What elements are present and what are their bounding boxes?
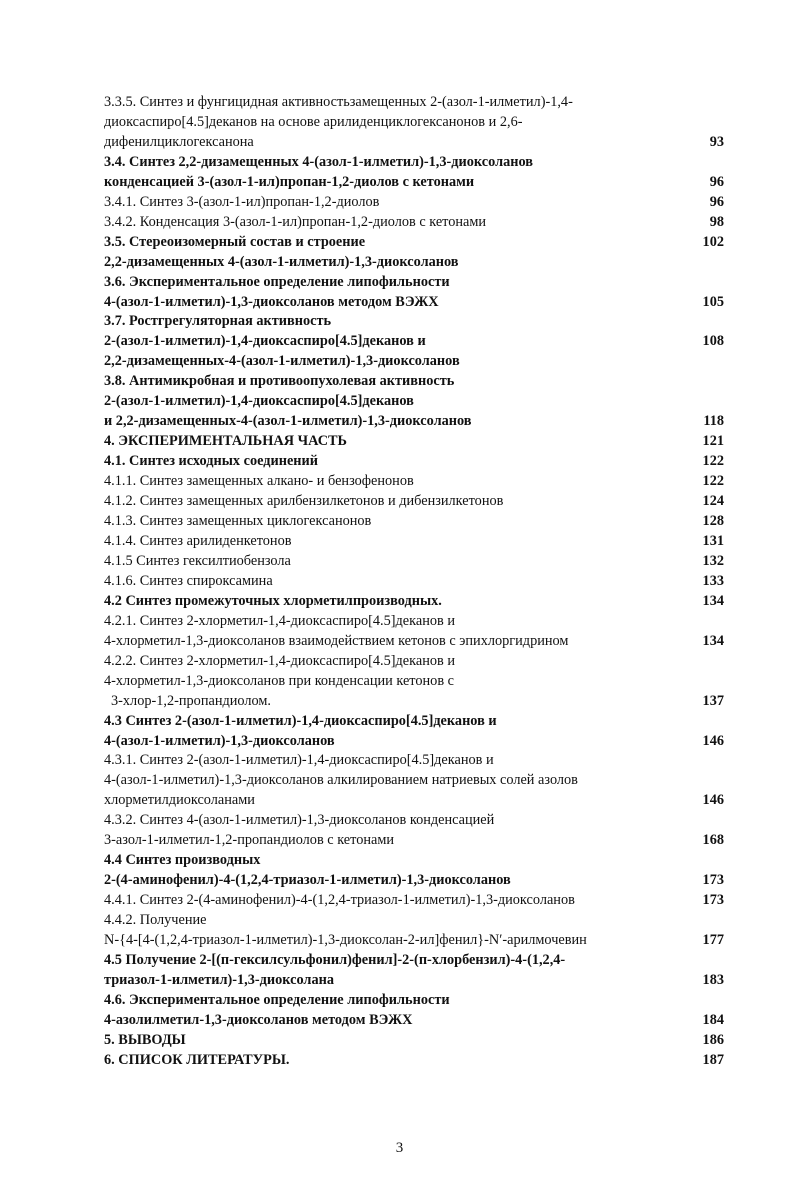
toc-entry — [104, 472, 724, 492]
toc-entry-line: 2,2-дизамещенных-4-(азол-1-илметил)-1,3-диоксоланов — [104, 353, 460, 370]
toc-entry-page: 122 — [702, 473, 724, 490]
toc-entry-page: 105 — [702, 293, 724, 310]
toc-entry-title — [104, 372, 668, 432]
toc-entry-line: 4.2.1. Синтез 2-хлорметил-1,4-диоксаспиро[4.5]деканов и — [104, 612, 455, 629]
toc-entry — [104, 193, 724, 213]
toc-entry-page: 98 — [709, 213, 724, 230]
toc-entry-title — [104, 452, 668, 472]
toc-entry — [104, 452, 724, 472]
toc-entry-page: 102 — [702, 233, 724, 250]
toc-entry-page: 173 — [702, 872, 724, 889]
toc-entry-title — [104, 612, 668, 652]
toc-entry — [104, 851, 724, 891]
toc-entry-page: 183 — [702, 971, 724, 988]
toc-entry-title — [104, 233, 668, 253]
toc-entry — [104, 911, 724, 951]
toc-entry — [104, 951, 724, 991]
toc-entry-line: 4.3 Синтез 2-(азол-1-илметил)-1,4-диоксаспиро[4.5]деканов и — [104, 712, 497, 729]
toc-entry-page: 184 — [702, 1011, 724, 1028]
toc-entry — [104, 1051, 724, 1071]
toc-entry-page: 131 — [702, 532, 724, 549]
toc-entry-line: 4.4.1. Синтез 2-(4-аминофенил)-4-(1,2,4-триазол-1-илметил)-1,3-диоксоланов — [104, 892, 575, 909]
toc-entry-title — [104, 512, 668, 532]
toc-entry-title — [104, 911, 668, 951]
toc-entry-title — [104, 312, 668, 352]
toc-entry-line: 3-хлор-1,2-пропандиолом. — [111, 692, 271, 709]
toc-entry-line: и 2,2-дизамещенных-4-(азол-1-илметил)-1,3-диоксоланов — [104, 413, 472, 430]
toc-entry — [104, 1031, 724, 1051]
toc-entry-title — [104, 552, 668, 572]
toc-entry-title — [104, 891, 668, 911]
toc-entry-line: 3.4.1. Синтез 3-(азол-1-ил)пропан-1,2-диолов — [104, 193, 380, 210]
toc-entry — [104, 512, 724, 532]
toc-entry-line: 3.4.2. Конденсация 3-(азол-1-ил)пропан-1,2-диолов с кетонами — [104, 213, 487, 230]
toc-entry-line: 4.1.1. Синтез замещенных алкано- и бензофенонов — [104, 473, 414, 490]
toc-entry — [104, 253, 724, 273]
toc-entry — [104, 273, 724, 313]
toc-entry — [104, 552, 724, 572]
toc-entry — [104, 532, 724, 552]
toc-entry-line: диоксаспиро[4.5]деканов на основе арилиденциклогексанонов и 2,6- — [104, 113, 523, 130]
toc-entry-title — [104, 652, 668, 712]
toc-entry-title — [104, 492, 668, 512]
toc-entry — [104, 811, 724, 851]
toc-entry-line: 4-хлорметил-1,3-диоксоланов при конденсации кетонов с — [104, 672, 454, 689]
toc-entry-line: триазол-1-илметил)-1,3-диоксолана — [104, 971, 334, 988]
toc-entry-line: 4.3.1. Синтез 2-(азол-1-илметил)-1,4-диоксаспиро[4.5]деканов и — [104, 752, 494, 769]
toc-entry-line: 4.1.4. Синтез арилиденкетонов — [104, 532, 292, 549]
toc-entry-line: дифенилциклогексанона — [104, 133, 254, 150]
toc-entry-title — [104, 951, 668, 991]
toc-entry-line: 4.4.2. Получение — [104, 912, 207, 929]
toc-entry — [104, 312, 724, 352]
toc-entry-title — [104, 851, 668, 891]
toc-entry-page: 108 — [702, 333, 724, 350]
toc-entry — [104, 93, 724, 153]
toc-entry-line: 5. ВЫВОДЫ — [104, 1031, 186, 1048]
toc-entry-title — [104, 93, 668, 153]
toc-entry-line: 4-(азол-1-илметил)-1,3-диоксоланов алкилированием натриевых солей азолов — [104, 772, 578, 789]
toc-entry-line: 3.5. Стереоизомерный состав и строение — [104, 233, 366, 250]
toc-entry-line: 4-хлорметил-1,3-диоксоланов взаимодействием кетонов с эпихлоргидрином — [104, 632, 569, 649]
toc-entry-title — [104, 751, 668, 811]
toc-entry-title — [104, 572, 668, 592]
toc-entry-page: 133 — [702, 572, 724, 589]
page-number: 3 — [395, 1140, 404, 1156]
toc-entry-line: 4.1.5 Синтез гексилтиобензола — [104, 552, 291, 569]
toc-entry-title — [104, 153, 668, 193]
toc-entry-page: 128 — [702, 513, 724, 530]
toc-entry-line: 2-(4-аминофенил)-4-(1,2,4-триазол-1-илметил)-1,3-диоксоланов — [104, 872, 511, 889]
toc-entry-page: 96 — [709, 193, 724, 210]
toc-entry-line: 4.1.2. Синтез замещенных арилбензилкетонов и дибензилкетонов — [104, 493, 504, 510]
toc-entry-page: 134 — [702, 592, 724, 609]
toc-entry-line: 3.8. Антимикробная и противоопухолевая активность — [104, 373, 455, 390]
toc-entry-line: 3.4. Синтез 2,2-дизамещенных 4-(азол-1-илметил)-1,3-диоксоланов — [104, 153, 533, 170]
toc-entry-line: конденсацией 3-(азол-1-ил)пропан-1,2-диолов с кетонами — [104, 173, 475, 190]
toc-entry-line: 4.1.3. Синтез замещенных циклогексанонов — [104, 513, 372, 530]
toc-entry-title — [104, 532, 668, 552]
toc-entry-title — [104, 253, 668, 273]
toc-entry-line: 4-(азол-1-илметил)-1,3-диоксоланов — [104, 732, 335, 749]
toc-entry-title — [104, 472, 668, 492]
toc-entry-title — [104, 592, 668, 612]
toc-entry — [104, 492, 724, 512]
toc-entry-title — [104, 273, 668, 313]
toc-entry — [104, 213, 724, 233]
toc-entry-line: 4-(азол-1-илметил)-1,3-диоксоланов методом ВЭЖХ — [104, 293, 439, 310]
toc-entry-title — [104, 213, 668, 233]
toc-entry — [104, 991, 724, 1031]
toc-entry-line: 4. ЭКСПЕРИМЕНТАЛЬНАЯ ЧАСТЬ — [104, 433, 348, 450]
toc-entry-line: 2-(азол-1-илметил)-1,4-диоксаспиро[4.5]деканов и — [104, 333, 426, 350]
toc-entry-title — [104, 1031, 668, 1051]
toc-entry-line: N-{4-[4-(1,2,4-триазол-1-илметил)-1,3-диоксолан-2-ил]фенил}-N′-арилмочевин — [104, 932, 587, 949]
toc-entry-page: 137 — [702, 692, 724, 709]
toc-entry-page: 187 — [702, 1051, 724, 1068]
toc-entry-page: 124 — [702, 493, 724, 510]
toc-entry-line: хлорметилдиоксоланами — [104, 792, 255, 809]
toc-entry-page: 93 — [709, 133, 724, 150]
toc-entry-line: 4-азолилметил-1,3-диоксоланов методом ВЭЖХ — [104, 1011, 413, 1028]
toc-entry-page: 146 — [702, 732, 724, 749]
toc-entry — [104, 652, 724, 712]
toc-entry — [104, 712, 724, 752]
toc-entry — [104, 153, 724, 193]
toc-entry-line: 2-(азол-1-илметил)-1,4-диоксаспиро[4.5]деканов — [104, 393, 414, 410]
toc-entry-title — [104, 432, 668, 452]
toc-entry-line: 2,2-дизамещенных 4-(азол-1-илметил)-1,3-диоксоланов — [104, 253, 459, 270]
toc-entry-page: 132 — [702, 552, 724, 569]
toc-entry-line: 4.6. Экспериментальное определение липофильности — [104, 991, 450, 1008]
toc-entry-page: 173 — [702, 892, 724, 909]
toc-entry-title — [104, 193, 668, 213]
toc-entry-line: 4.2 Синтез промежуточных хлорметилпроизводных. — [104, 592, 442, 609]
toc-entry-line: 4.1.6. Синтез спироксамина — [104, 572, 273, 589]
toc-entry-line: 4.4 Синтез производных — [104, 852, 261, 869]
toc-entry-title — [104, 811, 668, 851]
toc-entry-page: 134 — [702, 632, 724, 649]
toc-entry — [104, 572, 724, 592]
toc-entry-page: 96 — [709, 173, 724, 190]
toc-entry-title — [104, 352, 668, 372]
toc-entry-line: 4.2.2. Синтез 2-хлорметил-1,4-диоксаспиро[4.5]деканов и — [104, 652, 455, 669]
toc-entry-title — [104, 991, 668, 1031]
toc-entry-line: 4.5 Получение 2-[(п-гексилсульфонил)фенил]-2-(п-хлорбензил)-4-(1,2,4- — [104, 951, 566, 968]
toc-entry — [104, 352, 724, 372]
toc-entry-line: 4.3.2. Синтез 4-(азол-1-илметил)-1,3-диоксоланов конденсацией — [104, 812, 495, 829]
toc-entry-title — [104, 712, 668, 752]
toc-entry-page: 177 — [702, 932, 724, 949]
toc-entry — [104, 751, 724, 811]
toc-entry-page: 186 — [702, 1031, 724, 1048]
toc-entry — [104, 233, 724, 253]
toc-entry-line: 3.3.5. Синтез и фунгицидная активностьзамещенных 2-(азол-1-илметил)-1,4- — [104, 94, 573, 110]
toc-entry-line: 3.7. Ростгрегуляторная активность — [104, 313, 332, 330]
toc-entry — [104, 592, 724, 612]
toc-entry-page: 121 — [702, 433, 724, 450]
toc-entry — [104, 372, 724, 432]
toc-entry-line: 3-азол-1-илметил-1,2-пропандиолов с кетонами — [104, 832, 395, 849]
toc-entry — [104, 612, 724, 652]
toc-entry — [104, 891, 724, 911]
toc-entry-page: 168 — [702, 832, 724, 849]
toc-entry-line: 4.1. Синтез исходных соединений — [104, 453, 319, 470]
toc-entry-title — [104, 1051, 668, 1071]
toc-entry — [104, 432, 724, 452]
toc-entry-line: 6. СПИСОК ЛИТЕРАТУРЫ. — [104, 1051, 290, 1068]
toc-entry-page: 122 — [702, 453, 724, 470]
toc-entry-page: 146 — [702, 792, 724, 809]
toc-entry-page: 118 — [703, 413, 724, 430]
toc-entry-line: 3.6. Экспериментальное определение липофильности — [104, 273, 450, 290]
table-of-contents — [104, 93, 724, 1071]
